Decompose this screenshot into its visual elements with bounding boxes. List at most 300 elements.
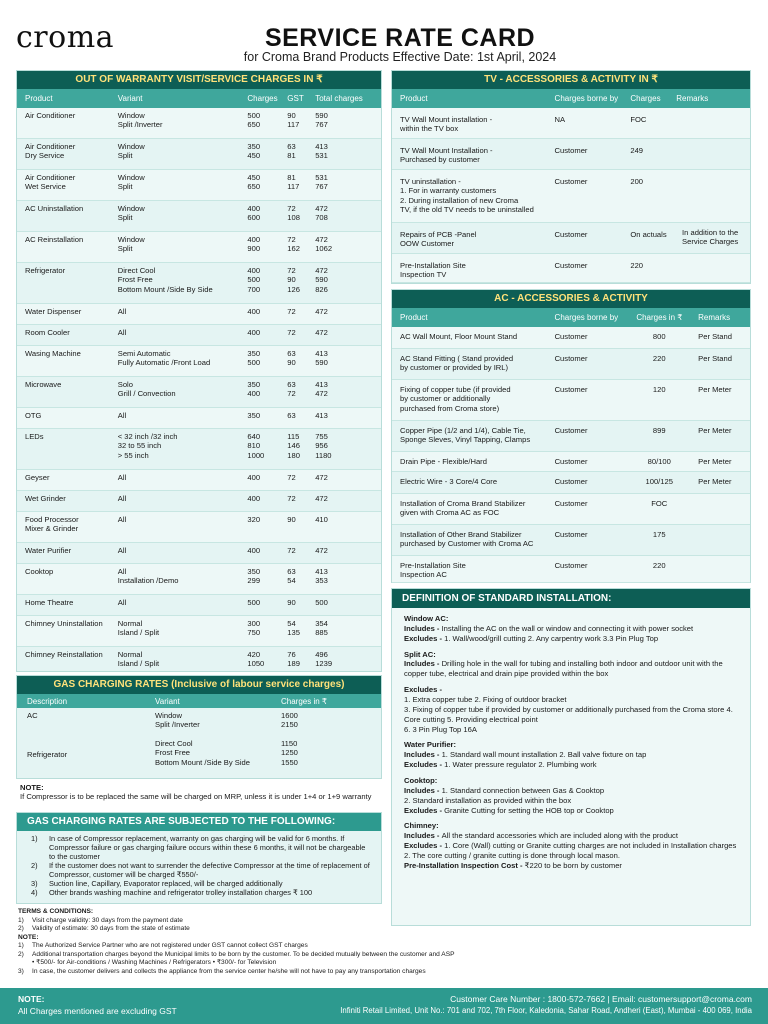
footer-customer-care: Customer Care Number : 1800-572-7662 | Email: customersupport@croma.com xyxy=(450,994,752,1004)
ac-panel xyxy=(391,289,751,583)
charges-cell: 350 400 xyxy=(247,380,261,399)
definition-section xyxy=(404,776,738,815)
table-row xyxy=(392,556,750,583)
col-product: Product xyxy=(25,94,53,103)
product-cell: TV uninstallation - 1. For in warranty customers 2. During installation of new Croma TV, if the old TV needs to be uninstalled xyxy=(400,177,534,215)
gst-cell: 54 135 xyxy=(287,619,300,638)
tv-column-header xyxy=(392,89,750,108)
table-row xyxy=(17,647,381,678)
total-cell: 590 767 xyxy=(315,111,328,130)
col-tv-borne: Charges borne by xyxy=(554,94,619,103)
col-gst: GST xyxy=(287,94,304,103)
charges-cell: On actuals xyxy=(630,230,667,239)
total-cell: 413 531 xyxy=(315,142,328,161)
definition-line xyxy=(404,831,738,841)
definition-line xyxy=(404,705,738,725)
gas-panel xyxy=(16,675,382,779)
col-tv-remarks: Remarks xyxy=(676,94,709,103)
table-row xyxy=(17,377,381,408)
charges-cell: 1600 2150 xyxy=(281,711,298,730)
remarks-cell xyxy=(670,139,750,169)
list-item xyxy=(18,925,578,934)
description-cell: AC xyxy=(27,711,38,720)
definition-line-text: 1. Water pressure regulator 2. Plumbing work xyxy=(444,760,597,770)
remarks-cell: Per Meter xyxy=(698,385,732,394)
col-gas-variant: Variant xyxy=(155,696,180,706)
borne-cell: Customer xyxy=(554,499,588,508)
total-cell: 472 xyxy=(315,328,328,337)
list-number: 1) xyxy=(18,942,24,950)
gst-cell: 115 146 180 xyxy=(287,432,300,460)
table-row xyxy=(17,543,381,564)
list-text: If the customer does not want to surrender the defective Compressor at the time of replacement of Compressor, customer will be charged ₹550/- xyxy=(49,861,370,880)
table-row xyxy=(17,232,381,263)
footer xyxy=(0,988,768,1024)
table-row xyxy=(17,201,381,232)
definition-line-text: Installing the AC on the wall or window and connecting it with power socket xyxy=(441,623,694,633)
gst-cell: 63 81 xyxy=(287,142,296,161)
footer-note-label: NOTE: xyxy=(18,994,45,1004)
definition-heading: Cooktop: xyxy=(404,776,438,786)
gas-rows xyxy=(17,708,381,776)
variant-cell: Semi Automatic Fully Automatic /Front Load xyxy=(117,349,211,368)
col-tv-product: Product xyxy=(400,94,428,103)
variant-cell: Window Split xyxy=(117,235,145,254)
col-ac-charges: Charges in ₹ xyxy=(636,313,683,322)
charges-cell: 400 900 xyxy=(247,235,261,254)
oow-rows xyxy=(17,108,381,678)
list-number: 4) xyxy=(31,888,38,898)
table-row xyxy=(17,304,381,325)
list-item xyxy=(18,968,578,977)
table-row xyxy=(17,512,381,543)
variant-cell: < 32 inch /32 inch 32 to 55 inch > 55 inch xyxy=(117,432,178,460)
remarks-cell xyxy=(692,525,750,555)
definition-line-text: 3. Fixing of copper tube if provided by customer or additionally purchased from the Croma store 4. Core cutting 5. Providing electrical point xyxy=(404,704,733,724)
gst-cell: 90 xyxy=(287,598,296,607)
croma-logo: croma xyxy=(16,20,115,55)
variant-cell: All xyxy=(117,515,127,524)
charges-cell: 450 650 xyxy=(247,173,261,192)
table-row xyxy=(392,472,750,494)
charges-cell: 300 750 xyxy=(247,619,261,638)
definition-line-text: 6. 3 Pin Plug Top 16A xyxy=(404,724,477,734)
variant-cell: Direct Cool Frost Free Bottom Mount /Side By Side xyxy=(117,266,213,294)
table-row xyxy=(392,494,750,525)
charges-cell: 249 xyxy=(630,146,644,155)
list-text: Validity of estimate: 30 days from the state of estimate xyxy=(32,925,190,933)
definition-heading: Excludes - xyxy=(404,685,442,695)
definition-line xyxy=(404,796,738,806)
charges-cell: 800 xyxy=(652,332,666,341)
product-cell: Installation of Other Brand Stabilizer purchased by Customer with Croma AC xyxy=(400,530,534,549)
product-cell: Wasing Machine xyxy=(25,349,81,358)
table-row xyxy=(17,108,381,139)
ac-column-header xyxy=(392,308,750,327)
gst-cell: 81 117 xyxy=(287,173,300,192)
terms-note-label: NOTE: xyxy=(18,933,39,941)
page-subtitle: for Croma Brand Products Effective Date: 1st April, 2024 xyxy=(243,50,557,64)
table-row xyxy=(17,470,381,491)
remarks-cell xyxy=(670,108,750,138)
gst-cell: 72 90 126 xyxy=(287,266,300,294)
product-cell: Pre-Installation Site Inspection AC xyxy=(400,561,466,580)
variant-cell: All Installation /Demo xyxy=(117,567,179,586)
definition-line-label: Excludes - xyxy=(404,633,445,643)
definition-line-label: Excludes - xyxy=(404,805,445,815)
ac-title: AC - ACCESSORIES & ACTIVITY xyxy=(392,290,750,308)
list-item xyxy=(31,879,373,888)
footer-note-text: All Charges mentioned are excluding GST xyxy=(18,1006,177,1016)
product-cell: Cooktop xyxy=(25,567,54,576)
definition-line xyxy=(404,695,738,705)
definition-line xyxy=(404,624,738,634)
remarks-cell: Per Stand xyxy=(698,354,732,363)
definition-section xyxy=(404,740,738,770)
borne-cell: Customer xyxy=(554,426,588,435)
remarks-cell xyxy=(670,254,750,282)
gst-cell: 72 xyxy=(287,328,296,337)
gas-title: GAS CHARGING RATES (Inclusive of labour service charges) xyxy=(17,676,381,694)
definition-section xyxy=(404,821,738,870)
table-row xyxy=(17,595,381,616)
total-cell: 496 1239 xyxy=(315,650,333,669)
product-cell: AC Uninstallation xyxy=(25,204,84,213)
charges-cell: 420 1050 xyxy=(247,650,265,669)
product-cell: Wet Grinder xyxy=(25,494,66,503)
borne-cell: Customer xyxy=(554,561,588,570)
definition-line-text: 1. Standard wall mount installation 2. Ball valve fixture on tap xyxy=(441,750,647,760)
gst-cell: 63 xyxy=(287,411,296,420)
product-cell: Water Purifier xyxy=(25,546,72,555)
table-row xyxy=(392,108,750,139)
definition-line xyxy=(404,750,738,760)
remarks-cell: Per Meter xyxy=(698,457,732,466)
product-cell: Electric Wire - 3 Core/4 Core xyxy=(400,477,498,486)
gas-column-header xyxy=(17,694,381,708)
product-cell: LEDs xyxy=(25,432,44,441)
tv-title: TV - ACCESSORIES & ACTIVITY IN ₹ xyxy=(392,71,750,89)
table-row xyxy=(392,139,750,170)
total-cell: 472 xyxy=(315,473,328,482)
charges-cell: 220 xyxy=(652,561,666,570)
total-cell: 472 xyxy=(315,307,328,316)
definition-line-text: 1. Wall/wood/grill cutting 2. Any carpentry work 3.3 Pin Plug Top xyxy=(444,633,659,643)
terms-label: TERMS & CONDITIONS: xyxy=(18,908,94,915)
definition-line-label: Includes - xyxy=(404,785,442,795)
definition-section xyxy=(404,650,738,680)
list-item xyxy=(31,861,373,879)
charges-cell: 500 650 xyxy=(247,111,261,130)
variant-cell: All xyxy=(117,328,127,337)
remarks-cell xyxy=(670,170,750,222)
product-cell: AC Reinstallation xyxy=(25,235,84,244)
definition-line-label: Includes - xyxy=(404,831,442,841)
compressor-note-text: If Compressor is to be replaced the same will be charged on MRP, unless it is under 1+4 or 1+9 warranty xyxy=(20,792,372,802)
charges-cell: 640 810 1000 xyxy=(247,432,265,460)
col-description: Description xyxy=(27,696,68,706)
definition-line-label: Excludes - xyxy=(404,760,445,770)
list-text: The Authorized Service Partner who are not registered under GST cannot collect GST charges xyxy=(32,942,308,950)
definition-line xyxy=(404,786,738,796)
list-text: In case, the customer delivers and collects the appliance from the service center he/she will not have to pay any transportation charges xyxy=(32,967,426,975)
charges-cell: 400 xyxy=(247,473,261,482)
table-row xyxy=(392,421,750,452)
gas-subject-panel xyxy=(16,812,382,904)
footer-address: Infiniti Retail Limited, Unit No.: 701 and 702, 7th Floor, Kaledonia, Sahar Road, Andheri (East), Mumbai - 400 069, India xyxy=(340,1006,752,1015)
table-row xyxy=(392,327,750,349)
definition-heading: Window AC: xyxy=(404,614,449,623)
product-cell: Home Theatre xyxy=(25,598,74,607)
col-tv-charges: Charges xyxy=(630,94,661,103)
list-item xyxy=(31,888,373,897)
gst-cell: 63 72 xyxy=(287,380,296,399)
definition-line xyxy=(404,725,738,735)
table-row xyxy=(17,616,381,647)
variant-cell: Window Split /Inverter xyxy=(155,711,200,730)
definition-line xyxy=(404,861,738,871)
ac-rows xyxy=(392,327,750,583)
tv-panel xyxy=(391,70,751,284)
product-cell: Pre-Installation Site Inspection TV xyxy=(400,261,466,280)
variant-cell: Window Split xyxy=(117,142,145,161)
charges-cell: 320 xyxy=(247,515,261,524)
list-number: 2) xyxy=(31,861,38,871)
description-cell: Refrigerator xyxy=(27,750,68,759)
borne-cell: NA xyxy=(554,115,566,124)
definition-line-label: Includes - xyxy=(404,750,442,760)
charges-cell: 100/125 xyxy=(645,477,673,486)
table-row xyxy=(17,708,381,736)
page-title: SERVICE RATE CARD xyxy=(264,24,536,52)
total-cell: 472 708 xyxy=(315,204,328,223)
variant-cell: Solo Grill / Convection xyxy=(117,380,176,399)
variant-cell: Window Split xyxy=(117,173,145,192)
table-row xyxy=(392,170,750,223)
table-row xyxy=(392,349,750,380)
product-cell: Room Cooler xyxy=(25,328,70,337)
variant-cell: Normal Island / Split xyxy=(117,650,160,669)
definition-body xyxy=(392,608,750,883)
gst-cell: 72 xyxy=(287,546,296,555)
list-text: • ₹500/- for Air-conditions / Washing Machines / Refrigerators • ₹300/- for Television xyxy=(32,959,277,967)
total-cell: 410 xyxy=(315,515,328,524)
charges-cell: 350 299 xyxy=(247,567,261,586)
charges-cell: FOC xyxy=(630,115,647,124)
variant-cell: All xyxy=(117,598,127,607)
table-row xyxy=(17,491,381,512)
total-cell: 755 956 1180 xyxy=(315,432,332,460)
table-row xyxy=(17,736,381,776)
gst-cell: 63 90 xyxy=(287,349,296,368)
remarks-cell: Per Meter xyxy=(698,477,732,486)
product-cell: Air Conditioner xyxy=(25,111,76,120)
col-charges: Charges xyxy=(247,94,278,103)
list-number: 3) xyxy=(18,967,24,975)
table-row xyxy=(17,429,381,470)
definition-line-label: Includes - xyxy=(404,623,442,633)
variant-cell: Window Split xyxy=(117,204,145,223)
product-cell: TV Wall Mount installation - within the TV box xyxy=(400,115,493,134)
variant-cell: All xyxy=(117,546,127,555)
col-ac-remarks: Remarks xyxy=(698,313,731,322)
total-cell: 413 353 xyxy=(315,567,328,586)
product-cell: Air Conditioner Dry Service xyxy=(25,142,76,161)
tv-rows xyxy=(392,108,750,283)
total-cell: 472 1062 xyxy=(315,235,333,254)
borne-cell: Customer xyxy=(554,146,588,155)
definition-line xyxy=(404,841,738,861)
product-cell: Air Conditioner Wet Service xyxy=(25,173,76,192)
terms-notes xyxy=(18,942,578,976)
variant-cell: All xyxy=(117,494,127,503)
oow-column-header xyxy=(17,89,381,108)
borne-cell: Customer xyxy=(554,457,588,466)
definition-line-label: Includes - xyxy=(404,659,442,669)
list-text: Visit charge validity: 30 days from the payment date xyxy=(32,916,183,924)
borne-cell: Customer xyxy=(554,230,588,239)
definition-line xyxy=(404,634,738,644)
charges-cell: 400 xyxy=(247,546,261,555)
remarks-cell: Per Meter xyxy=(698,426,732,435)
table-row xyxy=(392,380,750,421)
definition-line-label: Pre-Installation Inspection Cost - xyxy=(404,860,525,870)
table-row xyxy=(17,170,381,201)
product-cell: Drain Pipe - Flexible/Hard xyxy=(400,457,487,466)
definition-line-text: All the standard accessories which are included along with the product xyxy=(441,831,678,841)
definition-heading: Water Purifier: xyxy=(404,740,457,750)
table-row xyxy=(17,408,381,429)
charges-cell: 350 xyxy=(247,411,261,420)
product-cell: Repairs of PCB -Panel OOW Customer xyxy=(400,230,477,249)
definition-section xyxy=(404,685,738,734)
table-row xyxy=(392,452,750,472)
definition-heading: Split AC: xyxy=(404,649,436,659)
list-item xyxy=(18,942,578,951)
table-row xyxy=(392,525,750,556)
list-text: Additional transportation charges beyond the Municipal limits to be born by the customer. To be decided mutually between the customer and ASP xyxy=(32,950,455,958)
definition-line-label: Excludes - xyxy=(404,841,445,851)
definition-line-text: ₹220 to be born by customer xyxy=(524,860,622,870)
total-cell: 413 590 xyxy=(315,349,328,368)
charges-cell: 400 600 xyxy=(247,204,261,223)
definition-line-text: 2. Standard installation as provided within the box xyxy=(404,795,572,805)
product-cell: Chimney Uninstallation xyxy=(25,619,103,628)
remarks-cell xyxy=(692,556,750,582)
product-cell: AC Stand Fitting ( Stand provided by customer or provided by IRL) xyxy=(400,354,514,373)
product-cell: Chimney Reinstallation xyxy=(25,650,103,659)
col-variant: Variant xyxy=(117,94,143,103)
charges-cell: 220 xyxy=(630,261,644,270)
borne-cell: Customer xyxy=(554,261,588,270)
definition-panel xyxy=(391,588,751,926)
list-number: 3) xyxy=(31,879,38,889)
remarks-cell xyxy=(692,494,750,524)
product-cell: TV Wall Mount Installation - Purchased by customer xyxy=(400,146,493,165)
charges-cell: 200 xyxy=(630,177,644,186)
gst-cell: 63 54 xyxy=(287,567,296,586)
definition-line xyxy=(404,806,738,816)
table-row xyxy=(17,346,381,377)
charges-cell: FOC xyxy=(651,499,668,508)
definition-line xyxy=(404,659,738,679)
col-total: Total charges xyxy=(315,94,363,103)
product-cell: Food Processor Mixer & Grinder xyxy=(25,515,79,534)
charges-cell: 175 xyxy=(652,530,666,539)
gst-cell: 72 xyxy=(287,473,296,482)
definition-line-text: 1. Extra copper tube 2. Fixing of outdoor bracket xyxy=(404,695,567,705)
charges-cell: 400 xyxy=(247,494,261,503)
gst-cell: 72 108 xyxy=(287,204,300,223)
remarks-cell: Per Stand xyxy=(698,332,732,341)
total-cell: 354 885 xyxy=(315,619,328,638)
oow-title: OUT OF WARRANTY VISIT/SERVICE CHARGES IN ₹ xyxy=(17,71,381,89)
variant-cell: All xyxy=(117,473,127,482)
oow-panel xyxy=(16,70,382,672)
gas-subject-list xyxy=(17,831,381,897)
product-cell: Water Dispenser xyxy=(25,307,82,316)
charges-cell: 500 xyxy=(247,598,261,607)
total-cell: 413 472 xyxy=(315,380,328,399)
definition-line-text: 1. Standard connection between Gas & Cooktop xyxy=(441,785,605,795)
variant-cell: Normal Island / Split xyxy=(117,619,160,638)
product-cell: Fixing of copper tube (if provided by customer or additionally purchased from Croma store) xyxy=(400,385,511,413)
borne-cell: Customer xyxy=(554,477,588,486)
gas-subject-title: GAS CHARGING RATES ARE SUBJECTED TO THE FOLLOWING: xyxy=(17,813,381,831)
charges-cell: 400 xyxy=(247,307,261,316)
gst-cell: 76 189 xyxy=(287,650,300,669)
compressor-note-label: NOTE: xyxy=(20,783,44,792)
definition-line xyxy=(404,760,738,770)
product-cell: AC Wall Mount, Floor Mount Stand xyxy=(400,332,518,341)
charges-cell: 220 xyxy=(652,354,666,363)
product-cell: Copper Pipe (1/2 and 1/4), Cable Tie, Sponge Sleves, Vinyl Tapping, Clamps xyxy=(400,426,531,445)
borne-cell: Customer xyxy=(554,354,588,363)
list-text: Other brands washing machine and refrigerator trolley installation charges ₹ 100 xyxy=(49,888,313,898)
list-number: 1) xyxy=(31,834,38,843)
charges-cell: 350 450 xyxy=(247,142,261,161)
list-item xyxy=(31,834,373,861)
total-cell: 472 590 826 xyxy=(315,266,328,294)
variant-cell: Window Split /Inverter xyxy=(117,111,163,130)
gst-cell: 90 xyxy=(287,515,296,524)
total-cell: 500 xyxy=(315,598,328,607)
definition-line-text: 1. Core (Wall) cutting or Granite cutting charges are not included in Installation charges 2. The core cutting / granite cutting is done through local mason. xyxy=(404,841,737,861)
gst-cell: 72 xyxy=(287,307,296,316)
gst-cell: 72 162 xyxy=(287,235,300,254)
borne-cell: Customer xyxy=(554,385,588,394)
list-number xyxy=(18,959,32,968)
charges-cell: 400 500 700 xyxy=(247,266,261,294)
definition-title: DEFINITION OF STANDARD INSTALLATION: xyxy=(392,589,750,608)
table-row xyxy=(17,564,381,595)
charges-cell: 350 500 xyxy=(247,349,261,368)
product-cell: Microwave xyxy=(25,380,62,389)
list-number: 2) xyxy=(18,950,24,958)
table-row xyxy=(392,223,750,254)
total-cell: 472 xyxy=(315,494,328,503)
table-row xyxy=(392,254,750,283)
charges-cell: 120 xyxy=(652,385,666,394)
product-cell: OTG xyxy=(25,411,42,420)
table-row xyxy=(17,263,381,304)
definition-heading: Chimney: xyxy=(404,821,439,831)
charges-cell: 400 xyxy=(247,328,261,337)
compressor-note xyxy=(20,783,380,802)
gst-cell: 72 xyxy=(287,494,296,503)
gst-cell: 90 117 xyxy=(287,111,300,130)
charges-cell: 899 xyxy=(652,426,666,435)
